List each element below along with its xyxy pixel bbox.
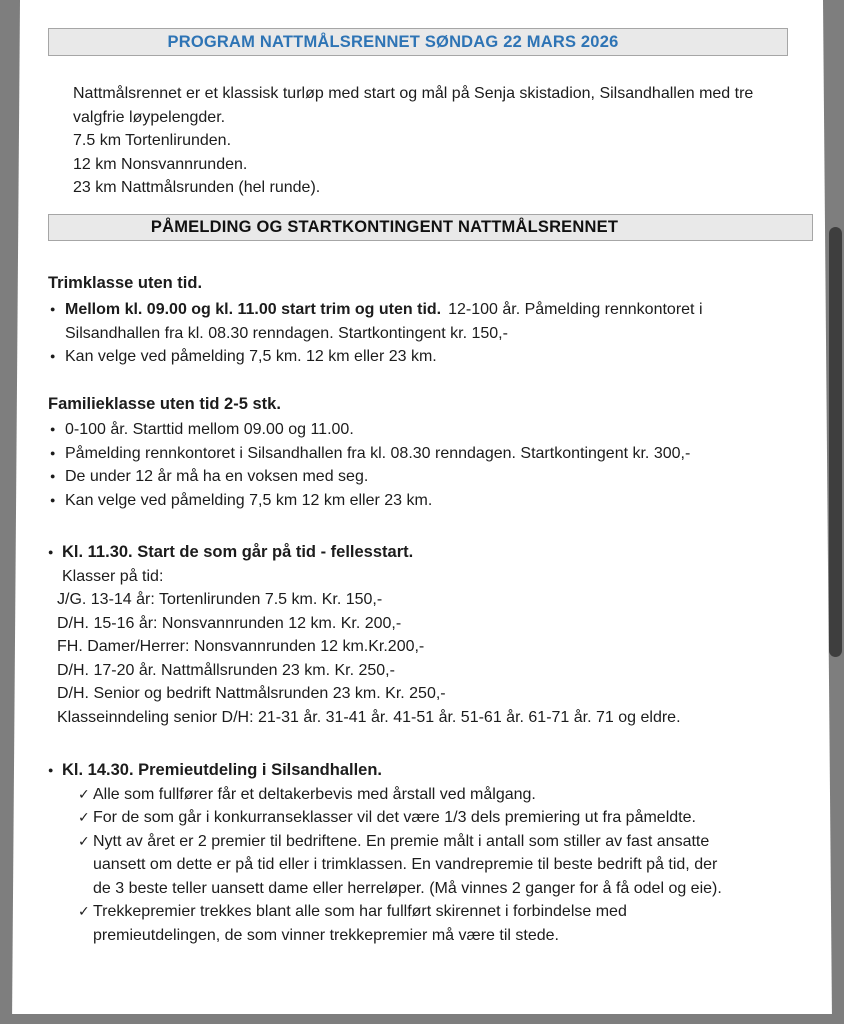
program-header-title: PROGRAM NATTMÅLSRENNET SØNDAG 22 MARS 2026	[167, 32, 619, 51]
check-item-text: For de som går i konkurranseklasser vil det være 1/3 dels premiering ut fra påmeldte.	[93, 809, 696, 826]
list-item	[48, 465, 823, 489]
intro-paragraph	[73, 82, 823, 200]
class-line: Klasseinndeling senior D/H: 21-31 år. 31-41 år. 41-51 år. 51-61 år. 61-71 år. 71 og eldre.	[57, 708, 681, 726]
premieutdeling-heading: Kl. 14.30. Premieutdeling i Silsandhallen.	[62, 761, 383, 779]
list-item	[48, 418, 823, 442]
list-item-wrap-line: Silsandhallen fra kl. 08.30 renndagen. Startkontingent kr. 150,-	[65, 324, 508, 342]
intro-line: Nattmålsrennet er et klassisk turløp med start og mål på Senja skistadion, Silsandhallen med tre	[73, 85, 754, 102]
list-item-text	[65, 298, 703, 322]
list-item	[48, 298, 823, 322]
list-item-rest-text: 12-100 år. Påmelding rennkontoret i	[448, 301, 703, 318]
class-line: J/G. 13-14 år: Tortenlirunden 7.5 km. Kr. 150,-	[57, 591, 383, 608]
list-item	[48, 442, 823, 466]
check-item-wrap-line: uansett om dette er på tid eller i trimklassen. En vandrepremie til beste bedrift på tid, der	[93, 856, 718, 873]
intro-line: valgfrie løypelengder.	[73, 108, 226, 126]
check-item-text: Nytt av året er 2 premier til bedriftene. En premie målt i antall som stiller av fast ansatte	[93, 832, 710, 850]
viewer-edge-bottom	[0, 1014, 844, 1024]
list-item-bold-text: Mellom kl. 09.00 og kl. 11.00 start trim og uten tid.	[65, 301, 442, 318]
check-icon: ✓	[78, 809, 90, 825]
check-item	[48, 900, 823, 924]
check-item-text: Alle som fullfører får et deltakerbevis med årstall ved målgang.	[93, 785, 536, 803]
intro-line: 7.5 km Tortenlirunden.	[73, 132, 232, 149]
check-icon: ✓	[78, 832, 90, 849]
list-item-text: 0-100 år. Starttid mellom 09.00 og 11.00.	[65, 421, 354, 438]
class-line: FH. Damer/Herrer: Nonsvannrunden 12 km.Kr.200,-	[57, 638, 425, 655]
premieutdeling-heading-item	[48, 759, 823, 783]
bullet-icon: ●	[50, 471, 56, 481]
class-line: D/H. 15-16 år: Nonsvannrunden 12 km. Kr. 200,-	[57, 614, 402, 632]
class-line: D/H. Senior og bedrift Nattmålsrunden 23 km. Kr. 250,-	[57, 685, 446, 702]
list-item-text: Kan velge ved påmelding 7,5 km 12 km eller 23 km.	[65, 491, 433, 509]
check-item	[48, 783, 823, 807]
registration-header-title: PÅMELDING OG STARTKONTINGENT NATTMÅLSRENNET	[150, 217, 619, 236]
familieklasse-heading: Familieklasse uten tid 2-5 stk.	[48, 394, 281, 413]
check-item-text: Trekkepremier trekkes blant alle som har fullført skirennet i forbindelse med	[93, 903, 627, 920]
fellesstart-class-list	[57, 565, 823, 730]
check-item	[48, 806, 823, 830]
check-item	[48, 830, 823, 854]
list-item	[48, 489, 823, 513]
bullet-icon: ●	[48, 547, 54, 557]
check-item-wrap-line: premieutdelingen, de som vinner trekkepremier må være til stede.	[93, 926, 559, 944]
fellesstart-intro-line: Klasser på tid:	[62, 567, 164, 585]
bullet-icon: ●	[50, 447, 56, 458]
bullet-icon: ●	[50, 494, 56, 505]
scrollbar-track[interactable]	[823, 0, 844, 1024]
intro-line: 23 km Nattmålsrunden (hel runde).	[73, 179, 321, 196]
trimklasse-heading: Trimklasse uten tid.	[48, 273, 203, 292]
program-header-bar	[48, 28, 788, 56]
list-item-text: Påmelding rennkontoret i Silsandhallen fra kl. 08.30 renndagen. Startkontingent kr. 300,-	[65, 444, 691, 462]
registration-header-bar	[48, 214, 813, 241]
list-item-text: De under 12 år må ha en voksen med seg.	[65, 468, 369, 485]
bullet-icon: ●	[50, 351, 56, 361]
fellesstart-heading: Kl. 11.30. Start de som går på tid - fellesstart.	[62, 543, 414, 561]
bullet-icon: ●	[48, 765, 54, 775]
fellesstart-heading-item	[48, 541, 823, 565]
intro-line: 12 km Nonsvannrunden.	[73, 155, 248, 173]
check-item-wrap-line: de 3 beste teller uansett dame eller herreløper. (Må vinnes 2 ganger for å få odel og eie).	[93, 879, 722, 897]
class-line: D/H. 17-20 år. Nattmållsrunden 23 km. Kr. 250,-	[57, 661, 395, 679]
check-icon: ✓	[78, 903, 90, 919]
list-item	[48, 345, 823, 369]
scrollbar-thumb[interactable]	[829, 227, 842, 657]
bullet-icon: ●	[50, 304, 56, 314]
check-icon: ✓	[78, 785, 90, 802]
bullet-icon: ●	[50, 424, 56, 434]
list-item-text: Kan velge ved påmelding 7,5 km. 12 km eller 23 km.	[65, 348, 437, 365]
